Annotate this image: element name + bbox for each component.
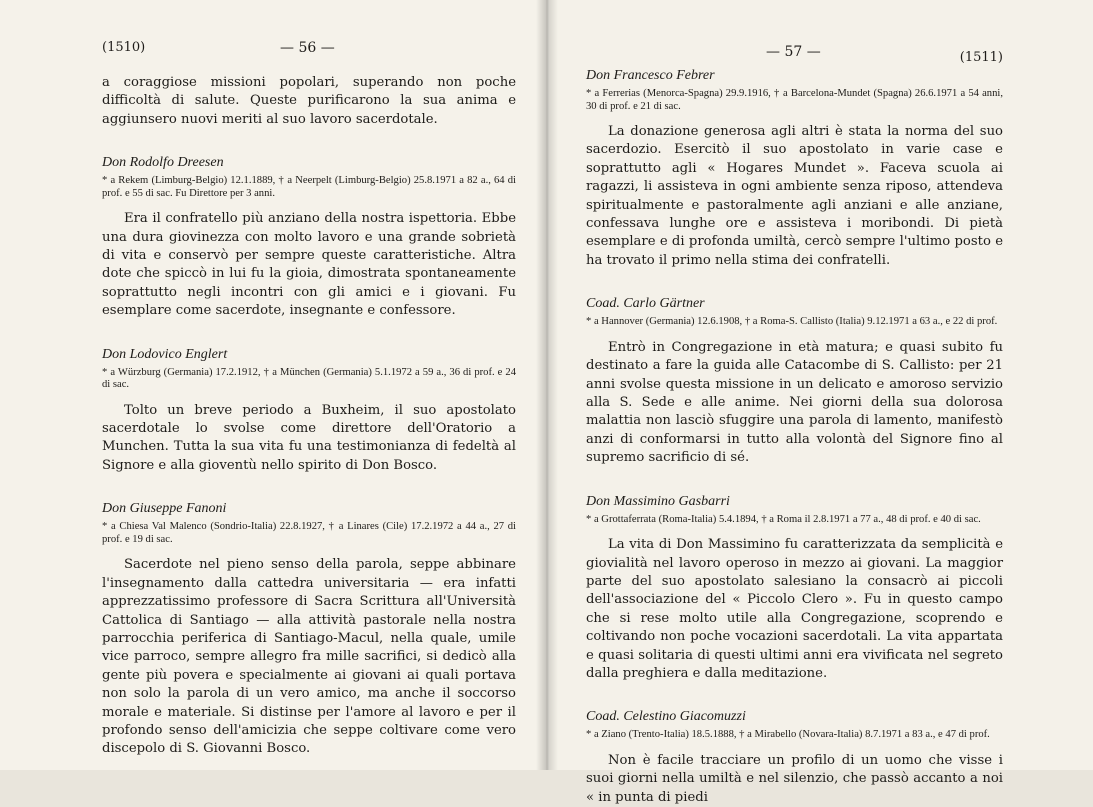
obituary-entry <box>102 347 516 476</box>
entry-name: Coad. Carlo Gärtner <box>586 296 705 312</box>
continuation-paragraph: a coraggiose missioni popolari, superando non poche difficoltà di salute. Queste purificarono la sua anima e aggiunsero nuovi meriti al suo lavoro sacerdotale. <box>102 75 516 127</box>
entry-name: Coad. Celestino Giacomuzzi <box>586 709 746 725</box>
entry-dates: * a Ferrerias (Menorca-Spagna) 29.9.1916, † a Barcelona-Mundet (Spagna) 26.6.1971 a 54 anni, 30 di prof. e 21 di sac. <box>586 88 1003 112</box>
entry-dates: * a Hannover (Germania) 12.6.1908, † a Roma-S. Callisto (Italia) 9.12.1971 a 63 a., e 22 di prof. <box>586 316 998 328</box>
obituary-entry <box>586 494 1003 684</box>
left-page-number: — 56 — <box>280 40 335 56</box>
entry-text: Entrò in Congregazione in età matura; e quasi subito fu destinato a fare la guida alle Catacombe di S. Callisto: per 21 anni svolse questa missione in un delicato e amoroso servizio alla S. Sede e alle anime. Nei giorni della sua dolorosa malattia non lasciò sfuggire una parola di lamento, manifestò anzi di conformarsi in tutto alla volontà del Signore fino al supremo sacrificio di sé. <box>586 339 1003 466</box>
entry-name: Don Giuseppe Fanoni <box>102 501 227 517</box>
entry-name: Don Rodolfo Dreesen <box>102 155 224 171</box>
entry-dates: * a Rekem (Limburg-Belgio) 12.1.1889, † a Neerpelt (Limburg-Belgio) 25.8.1971 a 82 a., 64 di prof. e 55 di sac. Fu Direttore per 3 anni. <box>102 175 516 199</box>
right-page <box>546 0 1093 805</box>
left-page <box>0 0 546 770</box>
right-page-code: (1511) <box>959 50 1003 65</box>
obituary-entry <box>102 501 516 758</box>
entry-dates: * a Würzburg (Germania) 17.2.1912, † a München (Germania) 5.1.1972 a 59 a., 36 di prof. e 24 di sac. <box>102 366 516 391</box>
entry-text: Sacerdote nel pieno senso della parola, seppe abbinare l'insegnamento dalla cattedra universitaria — era infatti apprezzatissimo professore di Sacra Scrittura all'Università Cattolica di Santiago — alla attività pastorale nella nostra parrocchia periferica di Santiago-Macul, nella quale, umile vice parroco, sempre allegro fra mille sacrifici, si dedicò alla gente più povera e specialmente ai giovani ai quali portava non solo la parola di un vero amico, ma anche il soccorso morale e materiale. Si distinse per l'amore al lavoro e per il profondo senso dell'amicizia che seppe coltivare come vero discepolo di S. Giovanni Bosco. <box>102 557 516 757</box>
entry-text: Era il confratello più anziano della nostra ispettoria. Ebbe una dura giovinezza con molto lavoro e una grande sobrietà di vita e conservò per sempre queste caratteristiche. Altra dote che spiccò in lui fu la gioia, dimostrata spontaneamente soprattutto negli incontri con gli amici e i giovani. Fu esemplare come sacerdote, insegnante e confessore. <box>102 211 516 319</box>
obituary-entry <box>102 155 516 320</box>
left-page-code: (1510) <box>102 40 146 55</box>
entry-text: Non è facile tracciare un profilo di un uomo che visse i suoi giorni nella umiltà e nel silenzio, che passò accanto a noi « in punta di piedi <box>586 752 1003 805</box>
entry-text: La vita di Don Massimino fu caratterizzata da semplicità e giovialità nel lavoro operoso in mezzo ai giovani. La maggior parte del suo apostolato salesiano la consacrò ai piccoli dell'associazione del « Piccolo Clero ». Fu in questo campo che si rese molto utile alla Congregazione, scoprendo e coltivando non poche vocazioni sacerdotali. La vita appartata e quasi solitaria di questi ultimi anni era vivificata nel segreto dalla preghiera e dalla meditazione. <box>586 537 1003 681</box>
entry-text: Tolto un breve periodo a Buxheim, il suo apostolato sacerdotale lo svolse come direttore dell'Oratorio a Munchen. Tutta la sua vita fu una testimonianza di fedeltà al Signore e alla gioventù nello spirito di Don Bosco. <box>102 402 516 473</box>
entry-dates: * a Grottaferrata (Roma-Italia) 5.4.1894, † a Roma il 2.8.1971 a 77 a., 48 di prof. e 40 di sac. <box>586 513 981 525</box>
obituary-entry <box>586 68 1003 270</box>
right-page-number: — 57 — <box>766 44 821 60</box>
obituary-entry <box>586 709 1003 807</box>
entry-dates: * a Ziano (Trento-Italia) 18.5.1888, † a Mirabello (Novara-Italia) 8.7.1971 a 83 a., e 47 di prof. <box>586 729 990 741</box>
obituary-entry <box>586 296 1003 467</box>
left-page-header <box>102 36 516 66</box>
entry-dates: * a Chiesa Val Malenco (Sondrio-Italia) 22.8.1927, † a Linares (Cile) 17.2.1972 a 44 a., 27 di prof. e 19 di sac. <box>102 521 516 545</box>
right-page-header <box>586 40 1003 70</box>
entry-name: Don Lodovico Englert <box>102 346 228 362</box>
entry-name: Don Massimino Gasbarri <box>586 493 730 509</box>
entry-name: Don Francesco Febrer <box>586 68 715 83</box>
entry-text: La donazione generosa agli altri è stata la norma del suo sacerdozio. Esercitò il suo apostolato in varie case e soprattutto agli « Hogares Mundet ». Faceva scuola ai ragazzi, li assisteva in ogni ambiente senza riposo, attendeva spiritualmente e pastoralmente agli anziani e alle anziane, confessava lunghe ore e assisteva i moribondi. Di pietà esemplare e di profonda umiltà, cercò sempre l'ultimo posto e ha trovato il primo nella stima dei confratelli. <box>586 124 1003 268</box>
